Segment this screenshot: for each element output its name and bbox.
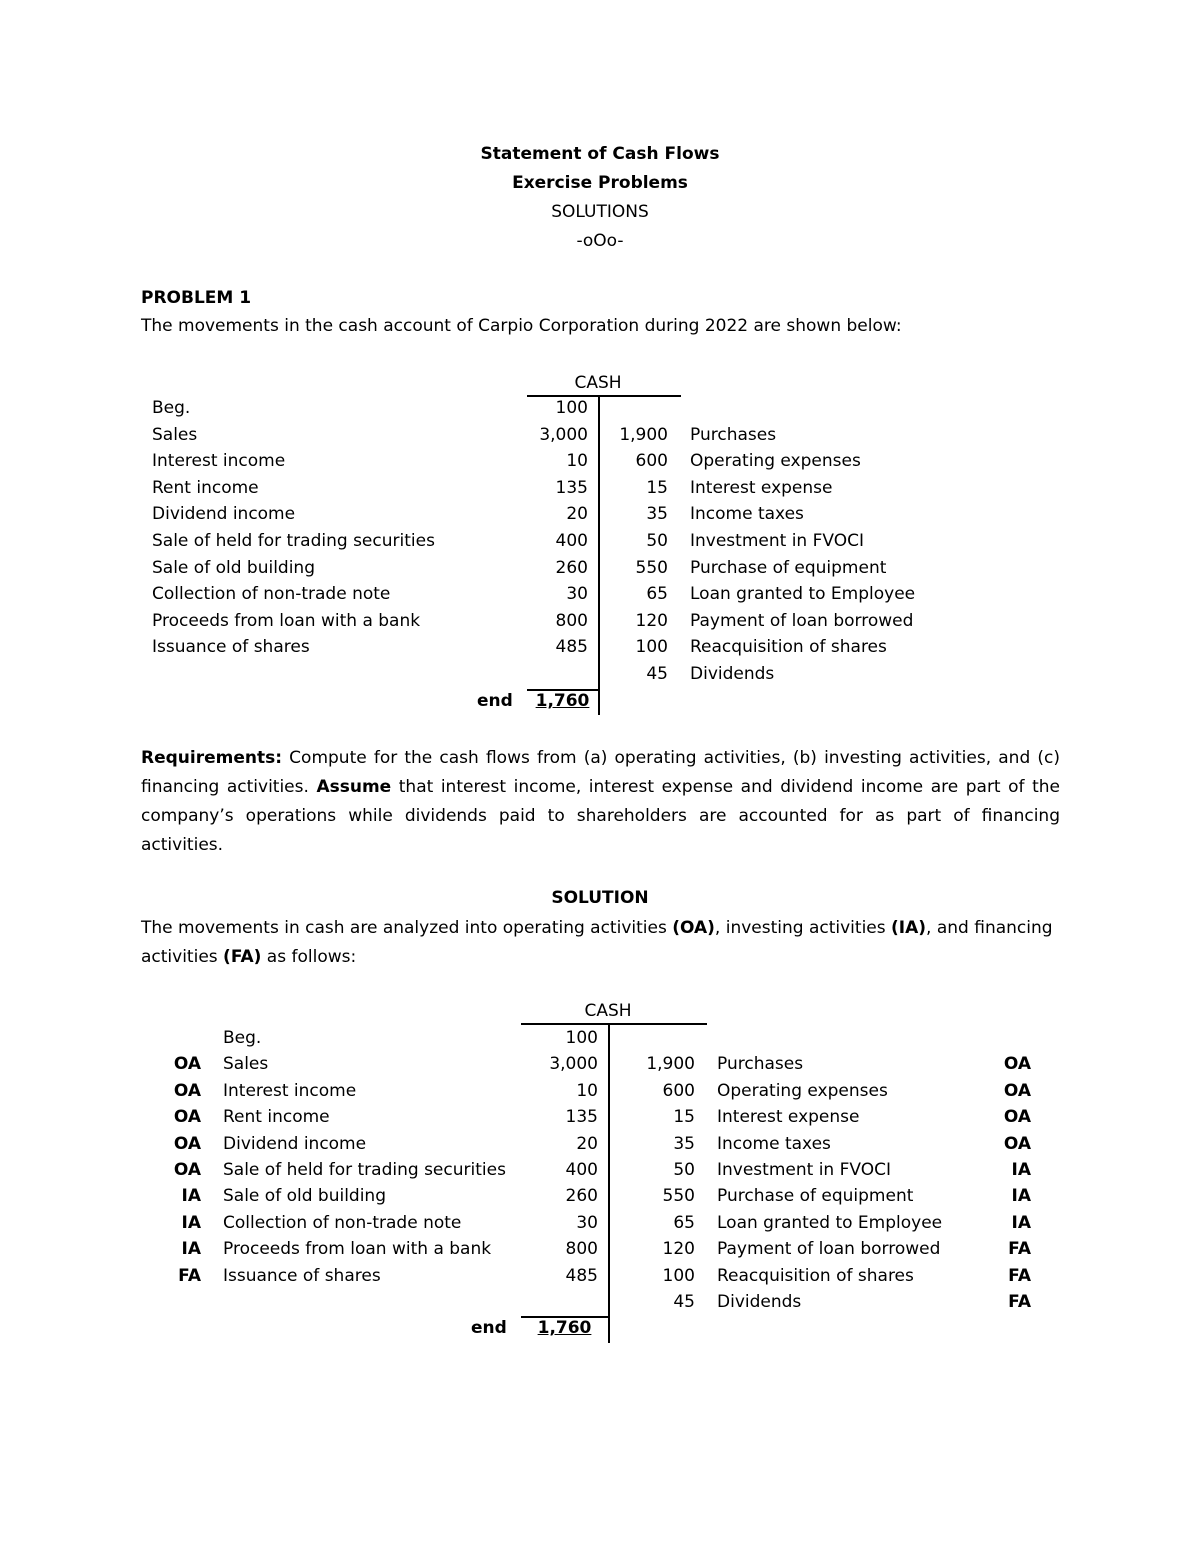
requirements-label: Requirements: bbox=[141, 748, 283, 768]
credit-value: 35 bbox=[673, 1133, 695, 1154]
requirements-text-1: Compute for the cash flows from (a) operating activities, (b) investing activities, and (c) financing activities. bbox=[141, 748, 1060, 797]
credit-label: Interest expense bbox=[717, 1107, 860, 1128]
debit-value: 20 bbox=[576, 1133, 598, 1154]
credit-activity-tag: OA bbox=[1003, 1080, 1031, 1101]
solution-text-c: , and financing activities bbox=[141, 918, 1053, 967]
credit-activity-tag: FA bbox=[1008, 1239, 1031, 1260]
end-label: end bbox=[477, 691, 513, 711]
debit-label: Sales bbox=[152, 424, 198, 445]
divider-ornament: -oOo- bbox=[576, 231, 624, 251]
end-label: end bbox=[471, 1318, 507, 1338]
credit-label: Loan granted to Employee bbox=[690, 584, 916, 605]
requirements-paragraph bbox=[141, 744, 1060, 860]
debit-value: 135 bbox=[565, 1107, 598, 1128]
debit-label: Sale of held for trading securities bbox=[152, 531, 435, 551]
t-account-title: CASH bbox=[584, 1001, 632, 1021]
credit-activity-tag: IA bbox=[1011, 1212, 1031, 1233]
credit-label: Operating expenses bbox=[690, 451, 861, 472]
credit-value: 550 bbox=[662, 1186, 695, 1207]
solution-text-d: as follows: bbox=[261, 947, 357, 967]
debit-label: Sale of old building bbox=[152, 557, 315, 578]
debit-value: 3,000 bbox=[549, 1054, 598, 1075]
credit-label: Operating expenses bbox=[717, 1080, 888, 1101]
assume-label: Assume bbox=[316, 777, 392, 797]
document-subtitle: Exercise Problems bbox=[512, 173, 688, 193]
credit-activity-tag: FA bbox=[1008, 1292, 1031, 1312]
debit-value: 485 bbox=[565, 1265, 598, 1286]
debit-value: 800 bbox=[555, 610, 588, 631]
credit-label: Dividends bbox=[690, 664, 775, 684]
credit-value: 100 bbox=[662, 1265, 695, 1286]
debit-label: Issuance of shares bbox=[152, 637, 310, 658]
debit-label: Proceeds from loan with a bank bbox=[152, 610, 421, 631]
credit-value: 50 bbox=[673, 1160, 695, 1180]
debit-activity-tag: OA bbox=[173, 1080, 201, 1101]
debit-activity-tag: IA bbox=[181, 1186, 201, 1207]
t-account-top-rule bbox=[521, 1023, 707, 1025]
solution-heading: SOLUTION bbox=[551, 888, 649, 908]
debit-label: Rent income bbox=[152, 477, 259, 498]
credit-value: 100 bbox=[635, 637, 668, 658]
credit-value: 15 bbox=[646, 477, 668, 498]
credit-value: 45 bbox=[673, 1292, 695, 1312]
credit-activity-tag: IA bbox=[1011, 1160, 1031, 1180]
beg-value: 100 bbox=[565, 1028, 598, 1048]
debit-label: Collection of non-trade note bbox=[223, 1212, 462, 1233]
credit-label: Purchases bbox=[717, 1054, 804, 1075]
beg-value: 100 bbox=[555, 398, 588, 418]
credit-value: 65 bbox=[646, 584, 668, 605]
credit-value: 120 bbox=[662, 1239, 695, 1260]
credit-value: 35 bbox=[646, 504, 668, 525]
credit-value: 1,900 bbox=[619, 424, 668, 445]
credit-activity-tag: OA bbox=[1003, 1107, 1031, 1128]
debit-value: 20 bbox=[566, 504, 588, 525]
credit-label: Loan granted to Employee bbox=[717, 1212, 943, 1233]
credit-value: 50 bbox=[646, 531, 668, 551]
debit-value: 30 bbox=[566, 584, 588, 605]
credit-label: Purchase of equipment bbox=[690, 557, 887, 578]
credit-label: Investment in FVOCI bbox=[690, 531, 864, 551]
debit-label: Interest income bbox=[152, 451, 286, 472]
debit-activity-tag: OA bbox=[173, 1160, 201, 1180]
debit-value: 260 bbox=[565, 1186, 598, 1207]
ia-label: (IA) bbox=[891, 918, 927, 938]
requirements-text-2: that interest income, interest expense and dividend income are part of the company’s operations while dividends paid to shareholders are accounted for as part of financing activities. bbox=[141, 777, 1060, 855]
debit-label: Interest income bbox=[223, 1080, 357, 1101]
beg-label: Beg. bbox=[152, 398, 191, 418]
credit-value: 65 bbox=[673, 1212, 695, 1233]
end-value: 1,760 bbox=[537, 1318, 592, 1338]
credit-label: Purchase of equipment bbox=[717, 1186, 914, 1207]
t-account-top-rule bbox=[527, 395, 681, 397]
debit-value: 485 bbox=[555, 637, 588, 658]
debit-value: 30 bbox=[576, 1212, 598, 1233]
credit-label: Reacquisition of shares bbox=[717, 1265, 914, 1286]
credit-label: Reacquisition of shares bbox=[690, 637, 887, 658]
credit-label: Income taxes bbox=[717, 1133, 831, 1154]
credit-label: Payment of loan borrowed bbox=[717, 1239, 941, 1260]
debit-activity-tag: IA bbox=[181, 1239, 201, 1260]
debit-label: Collection of non-trade note bbox=[152, 584, 391, 605]
debit-label: Sale of old building bbox=[223, 1186, 386, 1207]
credit-value: 45 bbox=[646, 664, 668, 684]
credit-activity-tag: IA bbox=[1011, 1186, 1031, 1207]
t-account-title: CASH bbox=[574, 373, 622, 393]
debit-label: Issuance of shares bbox=[223, 1265, 381, 1286]
credit-activity-tag: FA bbox=[1008, 1265, 1031, 1286]
end-value: 1,760 bbox=[535, 691, 590, 711]
credit-activity-tag: OA bbox=[1003, 1054, 1031, 1075]
credit-value: 550 bbox=[635, 557, 668, 578]
debit-activity-tag: FA bbox=[178, 1265, 201, 1286]
debit-label: Sales bbox=[223, 1054, 269, 1075]
problem-heading: PROBLEM 1 bbox=[141, 288, 252, 308]
debit-label: Rent income bbox=[223, 1107, 330, 1128]
credit-value: 1,900 bbox=[646, 1054, 695, 1075]
credit-label: Payment of loan borrowed bbox=[690, 610, 914, 631]
beg-label: Beg. bbox=[223, 1028, 262, 1048]
solutions-label: SOLUTIONS bbox=[551, 202, 649, 222]
credit-value: 600 bbox=[635, 451, 668, 472]
fa-label: (FA) bbox=[223, 947, 262, 967]
debit-value: 10 bbox=[576, 1080, 598, 1101]
debit-value: 135 bbox=[555, 477, 588, 498]
debit-value: 260 bbox=[555, 557, 588, 578]
debit-activity-tag: OA bbox=[173, 1107, 201, 1128]
credit-label: Dividends bbox=[717, 1292, 802, 1312]
credit-activity-tag: OA bbox=[1003, 1133, 1031, 1154]
credit-label: Income taxes bbox=[690, 504, 804, 525]
debit-label: Dividend income bbox=[223, 1133, 367, 1154]
solution-text-b: , investing activities bbox=[714, 918, 892, 938]
debit-value: 3,000 bbox=[539, 424, 588, 445]
document-title: Statement of Cash Flows bbox=[480, 144, 720, 164]
credit-label: Investment in FVOCI bbox=[717, 1160, 891, 1180]
debit-label: Dividend income bbox=[152, 504, 296, 525]
debit-activity-tag: OA bbox=[173, 1133, 201, 1154]
debit-value: 800 bbox=[565, 1239, 598, 1260]
debit-value: 400 bbox=[565, 1160, 598, 1180]
debit-label: Sale of held for trading securities bbox=[223, 1160, 506, 1180]
credit-value: 15 bbox=[673, 1107, 695, 1128]
debit-activity-tag: OA bbox=[173, 1054, 201, 1075]
credit-label: Purchases bbox=[690, 424, 777, 445]
credit-label: Interest expense bbox=[690, 477, 833, 498]
debit-value: 400 bbox=[555, 531, 588, 551]
debit-activity-tag: IA bbox=[181, 1212, 201, 1233]
credit-value: 120 bbox=[635, 610, 668, 631]
debit-value: 10 bbox=[566, 451, 588, 472]
credit-value: 600 bbox=[662, 1080, 695, 1101]
solution-paragraph bbox=[141, 914, 1060, 972]
solution-text-a: The movements in cash are analyzed into operating activities bbox=[141, 918, 673, 938]
problem-intro: The movements in the cash account of Carpio Corporation during 2022 are shown below: bbox=[141, 316, 902, 336]
debit-label: Proceeds from loan with a bank bbox=[223, 1239, 492, 1260]
oa-label: (OA) bbox=[672, 918, 715, 938]
